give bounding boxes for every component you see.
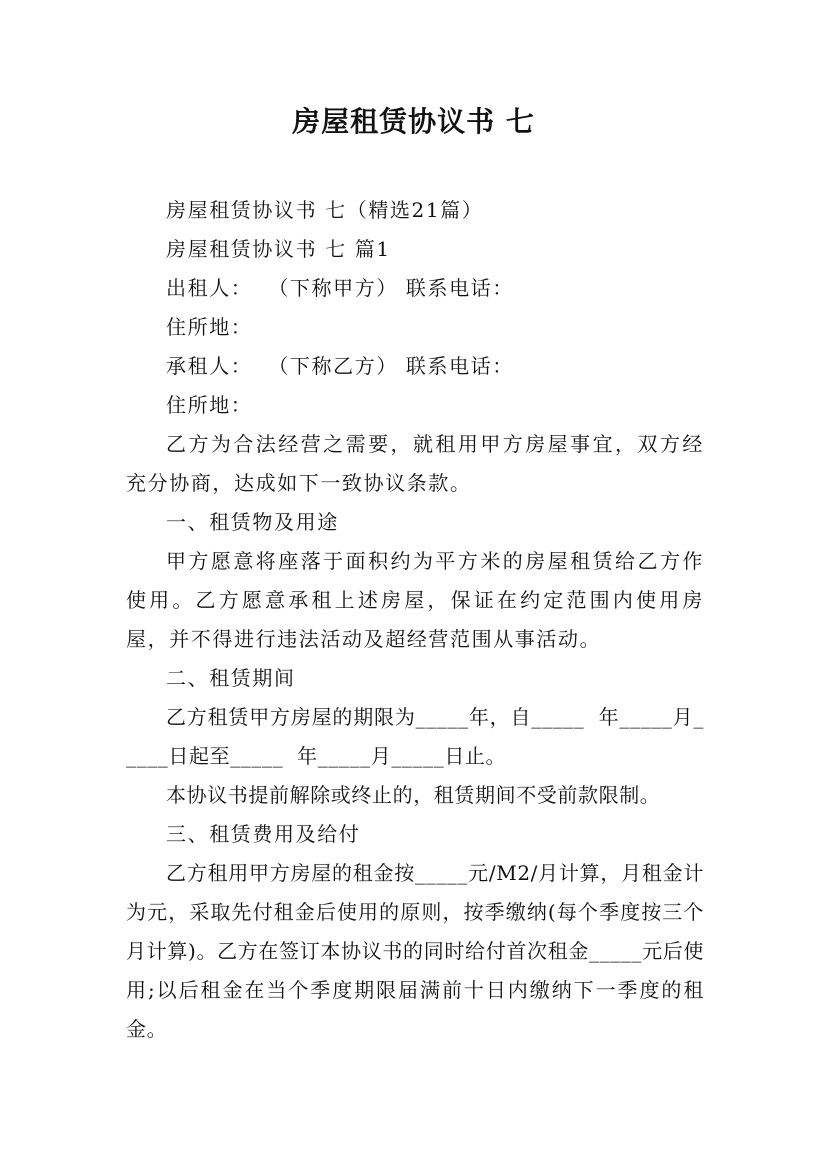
paragraph-subtitle: 房屋租赁协议书 七（精选21篇） bbox=[166, 198, 484, 222]
paragraph-lessee: 承租人： （下称乙方） 联系电话： bbox=[166, 354, 514, 378]
paragraph-heading-1: 一、租赁物及用途 bbox=[166, 510, 339, 534]
paragraph-clause-2: 乙方租赁甲方房屋的期限为_____年，自_____ 年_____月_____日起至_____ 年_____月_____日止。 bbox=[126, 705, 704, 768]
document-title: 房屋租赁协议书 七 bbox=[292, 105, 535, 138]
paragraph-heading-2: 二、租赁期间 bbox=[166, 666, 296, 690]
paragraph-intro: 乙方为合法经营之需要，就租用甲方房屋事宜，双方经充分协商，达成如下一致协议条款。 bbox=[126, 432, 704, 495]
paragraph-lessee-address: 住所地： bbox=[166, 393, 253, 417]
paragraph-clause-2-note: 本协议书提前解除或终止的，租赁期间不受前款限制。 bbox=[166, 783, 661, 807]
paragraph-section-heading: 房屋租赁协议书 七 篇1 bbox=[166, 237, 391, 261]
paragraph-clause-3: 乙方租用甲方房屋的租金按_____元/M2/月计算，月租金计为元，采取先付租金后使用的原则，按季缴纳(每个季度按三个月计算)。乙方在签订本协议书的同时给付首次租金_____元后使用;以后租金在当个季度期限届满前十日内缴纳下一季度的租金。 bbox=[126, 861, 704, 1041]
paragraph-lessor-address: 住所地： bbox=[166, 315, 253, 339]
paragraph-heading-3: 三、租赁费用及给付 bbox=[166, 822, 361, 846]
paragraph-clause-1: 甲方愿意将座落于面积约为平方米的房屋租赁给乙方作使用。乙方愿意承租上述房屋，保证在约定范围内使用房屋，并不得进行违法活动及超经营范围从事活动。 bbox=[126, 549, 704, 651]
document-body bbox=[126, 191, 704, 1049]
paragraph-lessor: 出租人： （下称甲方） 联系电话： bbox=[166, 276, 514, 300]
